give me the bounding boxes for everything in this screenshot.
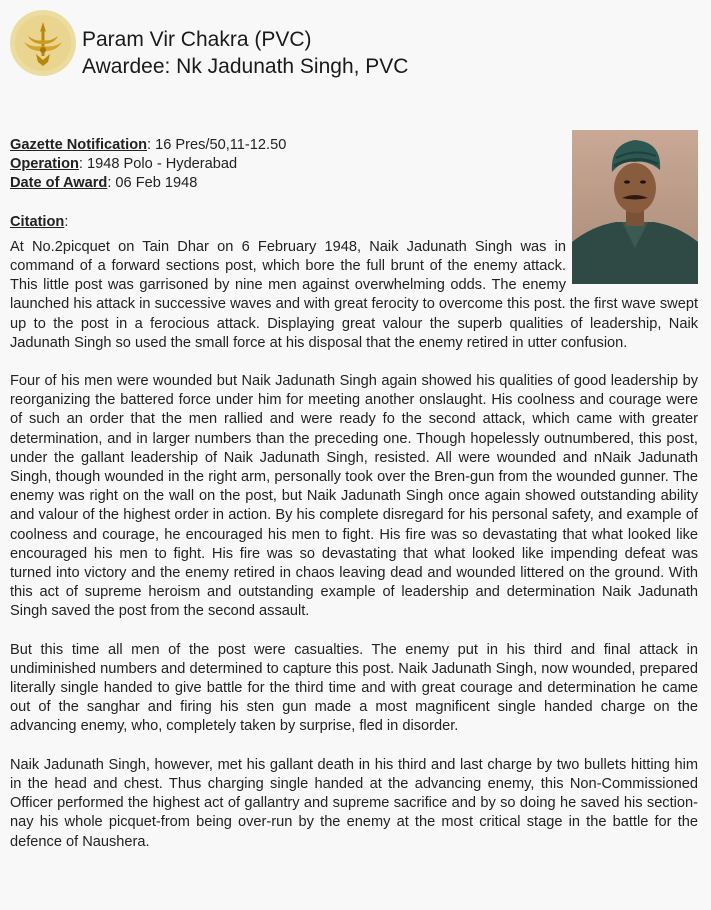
page-header — [10, 10, 700, 78]
awardee-subtitle: Awardee: Nk Jadunath Singh, PVC — [82, 55, 409, 78]
gazette-value: : 16 Pres/50,11-12.50 — [147, 137, 287, 153]
pvc-medal-emblem-icon — [10, 10, 76, 76]
citation-paragraph: Four of his men were wounded but Naik Jadunath Singh again showed his qualities of good leadership by reorganizing the battered force under him for meeting another onslaught. His coolness and courage were of such an order that the men rallied and were ready fo the second attack, which came with greater determination, and in larger numbers than the preceding one. Though hopelessly outnumbered, this post, under the gallant leadership of Naik Jadunath Singh, resisted. All were wounded and nNaik Jadunath Singh, though wounded in the right arm, personally took over the Bren-gun from the wounded gunner. The enemy was right on the wall on the post, but Naik Jadunath Singh once again showed outstanding ability and valour of the highest order in action. By his complete disregard for his personal safety, and example of coolness and courage, he encouraged his men to fight. His fire was so devastating that what looked like encouraged his men to fight. His fire was so devastating that what looked like impending defeat was turned into victory and the enemy retired in chaos leaving dead and wounded littered on the ground. With this act of supreme heroism and outstanding example of leadership and determination Naik Jadunath Singh saved the post from the second assault. — [10, 373, 698, 620]
date-label: Date of Award — [10, 175, 108, 192]
operation-value: : 1948 Polo - Hyderabad — [78, 156, 238, 173]
gazette-label: Gazette Notification — [10, 137, 148, 153]
citation-paragraph: But this time all men of the post were casualties. The enemy put in his third and final attack in undiminished numbers and determined to capture this post. Naik Jadunath Singh, now wounded, prepared literally single handed to give battle for the third time and with great courage and determination he came out of the sanghar and firing his sten gun made a most magnificent single handed charge on the advancing enemy, who, completely taken by surprise, fled in disorder. — [10, 641, 698, 735]
citation-colon: : — [64, 213, 69, 230]
operation-label: Operation — [10, 156, 79, 173]
awardee-portrait-icon — [572, 130, 698, 284]
citation-label: Citation — [10, 213, 65, 230]
citation-paragraph: Naik Jadunath Singh, however, met his gallant death in his third and last charge by two bullets hitting him in the head and chest. Thus charging single handed at the advancing enemy, this Non-Commissioned Officer performed the highest act of gallantry and supreme sacrifice and by so doing he saved his section-nay his whole picquet-from being over-run by the enemy at the most critical stage in the battle for the defence of Naushera. — [10, 756, 698, 850]
citation-paragraph: At No.2picquet on Tain Dhar on 6 February 1948, Naik Jadunath Singh was in command of a forward sections post, which bore the full brunt of the enemy attack. This little post was garrisoned by nine men against overwhelming odds. The enemy launched his attack in successive waves and with great ferocity to overcome this post. the first wave swept up to the post in a ferocious attack. Displaying great valour the superb qualities of leadership, Naik Jadunath Singh so used the small force at his disposal that the enemy retired in utter confusion. — [10, 238, 698, 351]
citation-content — [10, 136, 698, 871]
page-title: Param Vir Chakra (PVC) — [82, 28, 312, 51]
date-value: : 06 Feb 1948 — [107, 175, 198, 192]
header-titles — [82, 26, 408, 80]
